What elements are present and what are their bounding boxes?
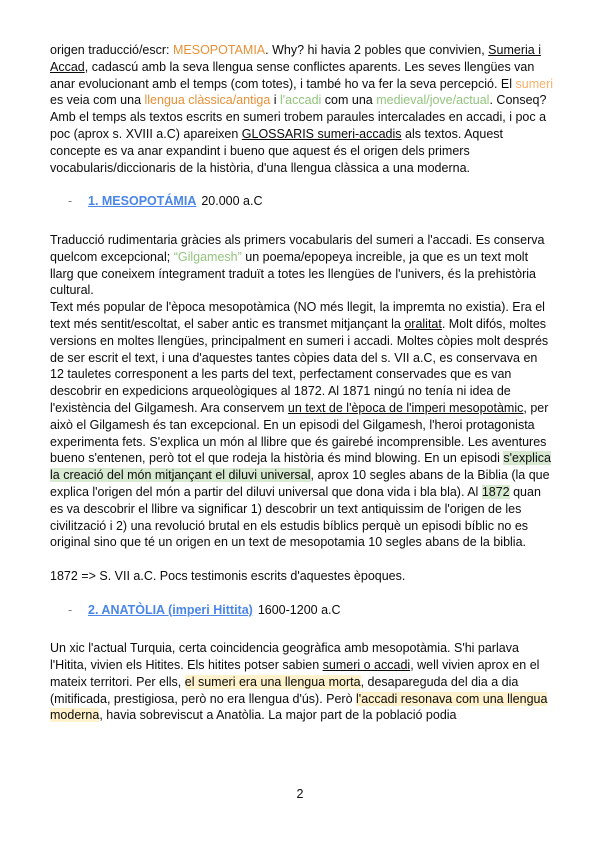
list-dash: -	[68, 194, 73, 209]
text-segment: , per això el Gilgamesh és tan excepcional. En un episodi del Gilgamesh, l'heroi protagonista experimenta fets. S'explica un món al llibre que és gairebé incomprensible. Les aventures bueno s'entenen, però tot el que rodeja la història és mind blowing. En un episodi	[50, 400, 549, 466]
term-gilgamesh: “Gilgamesh”	[173, 249, 242, 264]
text-segment: als textos. Aquest concepte es va anar expandint i bueno que aquest és el origen dels primers vocabularis/diccionaris de la història, d'una llengua clàssica a una moderna.	[50, 126, 503, 175]
text-segment: . Conseq? Amb el temps als textos escrits en sumeri trobem paraules intercalades en accadi, i poc a poc (aprox s. XVIII a.C) apareixen	[50, 93, 547, 141]
heading-text	[88, 193, 263, 210]
text-segment: Traducció rudimentaria gràcies als primers vocabularis del sumeri a l'accadi. Es conserva quelcom excepcional;	[50, 232, 545, 264]
highlight-diluvi-universal: s'explica la creació del món mitjançant el diluvi universal	[50, 451, 551, 483]
term-llengua-classica: llengua clàssica/antiga	[144, 93, 271, 108]
text-segment: . Molt difós, moltes versions en moltes llengües, principalment en sumeri i accadi. Moltes còpies molt després de ser escrit el text, i una d'aquestes tantes còpies data del s. VII a.C, es conservava en 12 tauletes corresponent a les parts del text, perfectament conservades que es van descobrir en expedicions arqueològiques al 1872. Al 1871 ningú no tenía ni idea de l'existència del Gilgamesh. Ara conservem	[50, 316, 549, 415]
line-1872-summary	[50, 568, 554, 585]
page-number: 2	[296, 787, 304, 801]
term-oralitat: oralitat	[404, 316, 442, 331]
term-mesopotamia: MESOPOTAMIA	[172, 43, 266, 57]
text-segment: es veia com una	[50, 93, 145, 108]
text-segment: com una	[321, 93, 377, 108]
text-segment: quan es va descobrir el llibre va significar 1) descobrir un text antiquissim de l'origen de les civilització i 2) una revolució brutal en els estudis bíblics perquè un episodi bíblic no es original sino que té un origen en un text de mesopotamia 10 segles abans de la biblia.	[50, 484, 541, 550]
term-sumeri: sumeri	[515, 76, 554, 91]
heading-date-mesopotamia: 20.000 a.C	[201, 194, 263, 209]
paragraph-anatolia	[50, 640, 554, 724]
term-glossaris: GLOSSARIS sumeri-accadis	[241, 126, 402, 141]
text-segment: , cadascú amb la seva llengua sense conflictes aparents. Les seves llengües van anar evolucionant amb el temps (com totes), i també ho va fer la seva percepció. El	[50, 59, 535, 91]
paragraph-origen-traduccio	[50, 42, 554, 176]
highlight-llengua-morta: el sumeri era una llengua morta	[184, 674, 361, 689]
heading-text	[88, 602, 341, 619]
heading-mesopotamia	[50, 193, 554, 210]
text-segment: origen traducció/escr:	[50, 43, 173, 57]
heading-link-mesopotamia[interactable]: 1. MESOPOTÁMIA	[88, 194, 197, 209]
text-segment: , aprox 10 segles abans de la Biblia (la que explica l'origen del món a partir del diluvi universal que dona vida i bla bla). Al	[50, 468, 550, 499]
highlight-llengua-moderna: l'accadi resonava com una llengua moderna	[50, 691, 548, 723]
text-segment: un poema/epopeya increible, ja que es un text molt llarg que coneixem íntegrament traduït a totes les llengües de l'univers, és la prehistòria cultural.	[50, 249, 536, 298]
term-accadi: l'accadi	[280, 93, 322, 108]
term-medieval-jove-actual: medieval/jove/actual	[376, 93, 490, 108]
text-segment: Un xic l'actual Turquia, certa coincidencia geogràfica amb mesopotàmia. S'hi parlava l'Hitita, vivien els Hitites. Els hitites potser sabien	[50, 641, 519, 673]
text-segment: i	[270, 93, 281, 108]
paragraph-gilgamesh	[50, 232, 554, 551]
text-segment: . Why? hi havia 2 pobles que convivien,	[265, 43, 489, 57]
heading-date-anatolia: 1600-1200 a.C	[257, 602, 341, 617]
highlight-1872: 1872	[481, 484, 510, 499]
text-segment: , desapareguda del dia a dia (mitificada, prestigiosa, però no era llengua d'ús). Però	[50, 674, 519, 706]
term-sumeri-o-accadi: sumeri o accadi	[322, 658, 411, 673]
text-segment: 1872 => S. VII a.C. Pocs testimonis escrits d'aquestes èpoques.	[50, 568, 406, 583]
text-segment: , well vivien aprox en el mateix territori. Per ells,	[50, 658, 540, 689]
text-segment: , havia sobreviscut a Anatòlia. La major part de la població podia	[99, 708, 457, 723]
heading-link-anatolia[interactable]: 2. ANATÒLIA (imperi Hittita)	[88, 602, 253, 617]
term-text-epoca-imperi: un text de l'època de l'imperi mesopotàmic	[287, 400, 524, 415]
term-sumeria-accad: Sumeria i Accad	[50, 43, 541, 74]
list-dash: -	[68, 602, 73, 617]
heading-anatolia	[50, 602, 554, 619]
document-content	[50, 42, 554, 741]
text-segment: Text més popular de l'època mesopotàmica (NO més llegit, la impremta no existia). Era el text més sentit/escoltat, el saber antic es transmet mitjançant la	[50, 300, 545, 331]
